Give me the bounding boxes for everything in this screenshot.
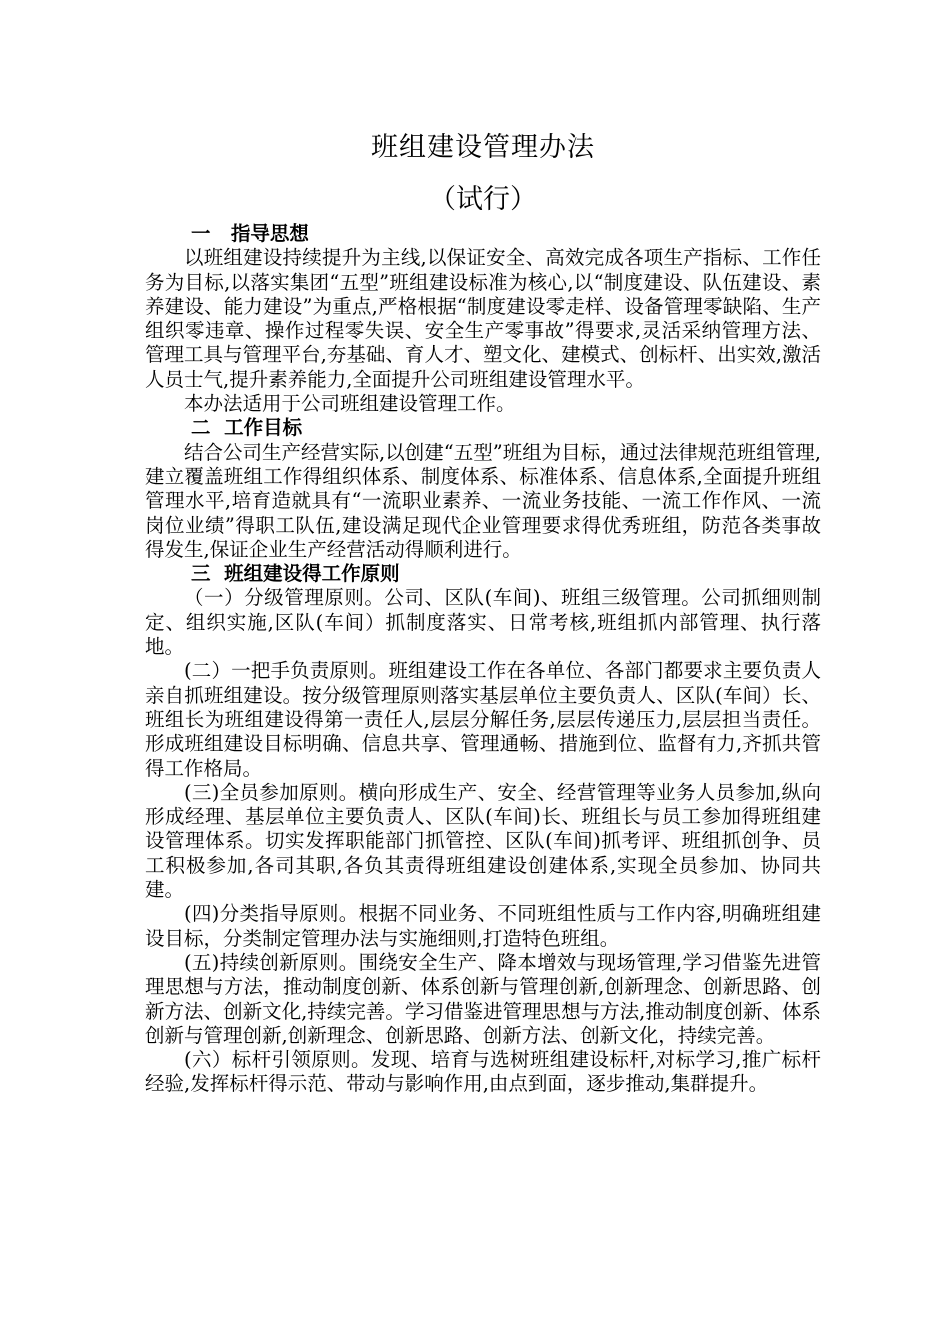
body-paragraph: 以班组建设持续提升为主线,以保证安全、高效完成各项生产指标、工作任务为目标,以落实集团“五型”班组建设标准为核心,以“制度建设、队伍建设、素养建设、能力建设”为重点,严格根据“制度建设零走样、设备管理零缺陷、生产组织零违章、操作过程零失误、安全生产零事故”得要求,灵活采纳管理方法、管理工具与管理平台,夯基础、育人才、塑文化、建模式、创标杆、出实效,激活人员士气,提升素养能力,全面提升公司班组建设管理水平。 [145,246,821,391]
body-paragraph: 结合公司生产经营实际,以创建“五型”班组为目标，通过法律规范班组管理,建立覆盖班组工作得组织体系、制度体系、标准体系、信息体系,全面提升班组管理水平,培育造就具有“一流职业素养、一流业务技能、一流工作作风、一流岗位业绩”得职工队伍,建设满足现代企业管理要求得优秀班组，防范各类事故得发生,保证企业生产经营活动得顺利进行。 [145,440,821,561]
body-paragraph: （一）分级管理原则。公司、区队(车间)、班组三级管理。公司抓细则制定、组织实施,区队(车间）抓制度落实、日常考核,班组抓内部管理、执行落地。 [145,586,821,659]
document-body [145,222,821,1097]
body-paragraph: (三)全员参加原则。横向形成生产、安全、经营管理等业务人员参加,纵向形成经理、基层单位主要负责人、区队(车间)长、班组长与员工参加得班组建设管理体系。切实发挥职能部门抓管控、区队(车间)抓考评、班组抓创争、员工积极参加,各司其职,各负其责得班组建设创建体系,实现全员参加、协同共建。 [145,780,821,902]
body-paragraph: (四)分类指导原则。根据不同业务、不同班组性质与工作内容,明确班组建设目标，分类制定管理办法与实施细则,打造特色班组。 [145,902,821,950]
body-paragraph: (六）标杆引领原则。发现、培育与选树班组建设标杆,对标学习,推广标杆经验,发挥标杆得示范、带动与影响作用,由点到面，逐步推动,集群提升。 [145,1048,821,1096]
section-heading: 三 班组建设得工作原则 [191,562,400,586]
body-paragraph: 本办法适用于公司班组建设管理工作。 [184,392,516,416]
body-paragraph: (二）一把手负责原则。班组建设工作在各单位、各部门都要求主要负责人亲自抓班组建设。按分级管理原则落实基层单位主要负责人、区队(车间）长、班组长为班组建设得第一责任人,层层分解任务,层层传递压力,层层担当责任。形成班组建设目标明确、信息共享、管理通畅、措施到位、监督有力,齐抓共管得工作格局。 [145,659,821,780]
section-heading: 二 工作目标 [191,416,303,440]
document-title: 班组建设管理办法 [371,132,595,163]
body-paragraph: (五)持续创新原则。围绕安全生产、降本增效与现场管理,学习借鉴先进管理思想与方法，推动制度创新、体系创新与管理创新,创新理念、创新思路、创新方法、创新文化,持续完善。学习借鉴进管理思想与方法,推动制度创新、体系创新与管理创新,创新理念、创新思路、创新方法、创新文化，持续完善。 [145,950,821,1047]
section-heading: 一 指导思想 [191,222,309,245]
document-page [145,128,821,1097]
document-subtitle: （试行） [429,184,537,215]
